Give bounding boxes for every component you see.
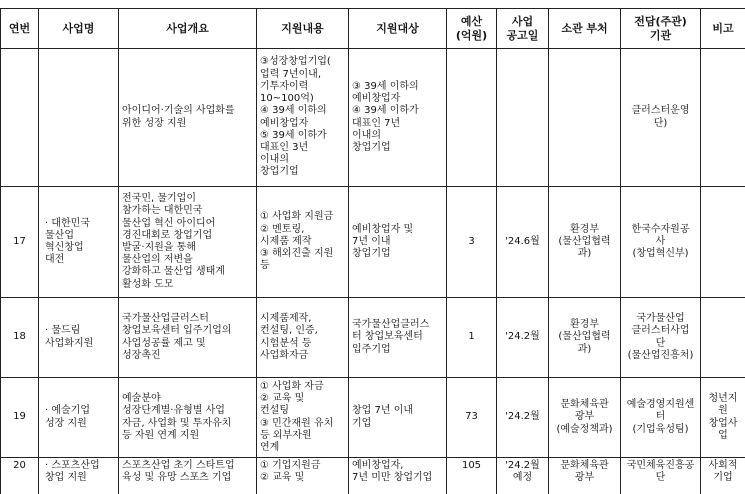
- header-name: 사업명: [39, 9, 119, 49]
- business-support-table: [0, 8, 745, 494]
- cell-overview: 스포츠산업 초기 스타트업 육성 및 유망 스포츠 기업: [119, 458, 257, 494]
- cell-agency: 예술경영지원센 터 (기업육성팀): [621, 378, 701, 458]
- cell-ministry: [549, 49, 621, 187]
- cell-ministry: 문화체육관 광부 (예술정책과): [549, 378, 621, 458]
- cell-support: 시제품제작, 컨설팅, 인증, 시험분석 등 사업화자금: [257, 298, 349, 378]
- cell-note: [701, 298, 745, 378]
- table-row: [1, 458, 745, 494]
- cell-date: '24.2월: [497, 298, 549, 378]
- cell-note: 사회적 기업: [701, 458, 745, 494]
- cell-target: ③ 39세 이하의 예비창업자 ④ 39세 이하가 대표인 7년 이내의 창업기업: [349, 49, 447, 187]
- cell-support: ① 사업화 자금 ② 교육 및 컨설팅 ③ 민간재원 유치 등 외부자원 연계: [257, 378, 349, 458]
- header-budget: 예산 (억원): [447, 9, 497, 49]
- header-overview: 사업개요: [119, 9, 257, 49]
- table-row: [1, 49, 745, 187]
- cell-overview: 전국민, 물기업이 참가하는 대한민국 물산업 혁신 아이디어 경진대회로 창업기업 발굴·지원을 통해 물산업의 저변을 강화하고 물산업 생태계 활성화 도모: [119, 187, 257, 298]
- cell-ministry: 문화체육관 광부: [549, 458, 621, 494]
- cell-ministry: 환경부 (물산업협력 과): [549, 187, 621, 298]
- cell-no: 19: [1, 378, 39, 458]
- cell-note: [701, 49, 745, 187]
- cell-overview: 예술분야 성장단계별·유형별 사업 자금, 사업화 및 투자유치 등 자원 연계 지원: [119, 378, 257, 458]
- cell-budget: 3: [447, 187, 497, 298]
- cell-date: '24.2월: [497, 378, 549, 458]
- cell-no: [1, 49, 39, 187]
- cell-name: · 대한민국 물산업 혁신창업 대전: [39, 187, 119, 298]
- cell-agency: 한국수자원공 사 (창업혁신부): [621, 187, 701, 298]
- cell-no: 17: [1, 187, 39, 298]
- cell-support: ③성장창업기업( 업력 7년이내, 기투자이력 10~100억) ④ 39세 이하의 예비창업자 ⑤ 39세 이하가 대표인 3년 이내의 창업기업: [257, 49, 349, 187]
- cell-overview: 국가물산업클러스터 창업보육센터 입주기업의 사업성공률 제고 및 성장촉진: [119, 298, 257, 378]
- cell-no: 18: [1, 298, 39, 378]
- cell-overview: 아이디어·기술의 사업화를 위한 성장 지원: [119, 49, 257, 187]
- header-ministry: 소관 부처: [549, 9, 621, 49]
- cell-target: 예비창업자, 7년 미만 창업기업: [349, 458, 447, 494]
- cell-budget: [447, 49, 497, 187]
- cell-target: 창업 7년 이내 기업: [349, 378, 447, 458]
- cell-date: [497, 49, 549, 187]
- cell-agency: 국가물산업 클러스터사업 단 (물산업진흥처): [621, 298, 701, 378]
- cell-target: 예비창업자 및 7년 이내 창업기업: [349, 187, 447, 298]
- table-row: [1, 187, 745, 298]
- header-agency: 전담(주관) 기관: [621, 9, 701, 49]
- cell-budget: 105: [447, 458, 497, 494]
- cell-agency: 클러스터운영 단): [621, 49, 701, 187]
- table-row: [1, 298, 745, 378]
- header-note: 비고: [701, 9, 745, 49]
- cell-note: 청년지 원 창업사 업: [701, 378, 745, 458]
- cell-no: 20: [1, 458, 39, 494]
- header-target: 지원대상: [349, 9, 447, 49]
- cell-note: [701, 187, 745, 298]
- table-header-row: [1, 9, 745, 49]
- cell-budget: 1: [447, 298, 497, 378]
- cell-support: ① 사업화 지원금 ② 멘토링, 시제품 제작 ③ 해외진출 지원 등: [257, 187, 349, 298]
- cell-agency: 국민체육진흥공 단: [621, 458, 701, 494]
- table-row: [1, 378, 745, 458]
- cell-name: · 예술기업 성장 지원: [39, 378, 119, 458]
- cell-name: · 스포츠산업 창업 지원: [39, 458, 119, 494]
- header-no: 연번: [1, 9, 39, 49]
- cell-name: · 물드림 사업화지원: [39, 298, 119, 378]
- cell-date: '24.6월: [497, 187, 549, 298]
- cell-name: [39, 49, 119, 187]
- cell-budget: 73: [447, 378, 497, 458]
- header-support: 지원내용: [257, 9, 349, 49]
- header-date: 사업 공고일: [497, 9, 549, 49]
- cell-date: '24.2월 예정: [497, 458, 549, 494]
- cell-ministry: 환경부 (물산업협력 과): [549, 298, 621, 378]
- cell-support: ① 기업지원금 ② 교육 및: [257, 458, 349, 494]
- cell-target: 국가물산업클러스 터 창업보육센터 입주기업: [349, 298, 447, 378]
